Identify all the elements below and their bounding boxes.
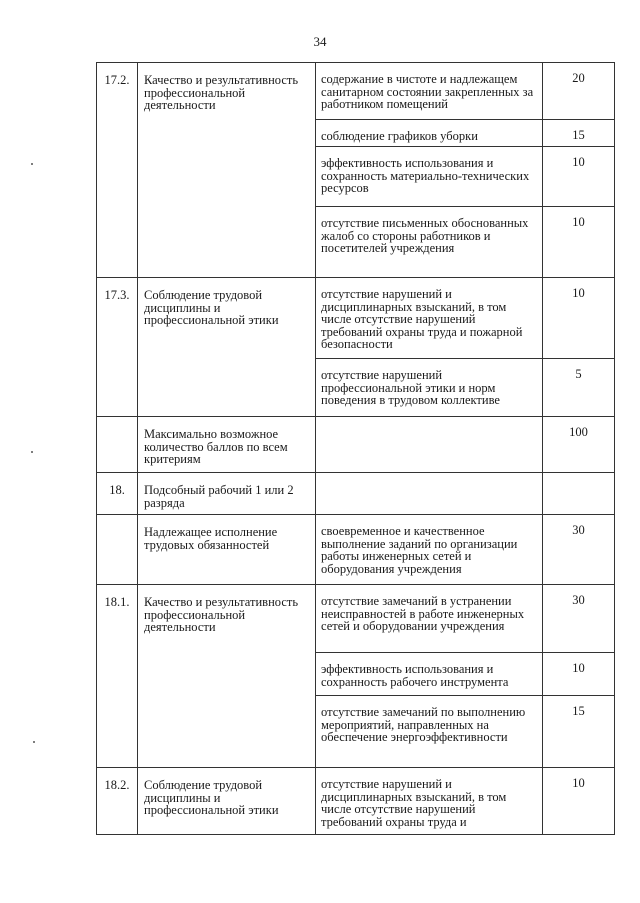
indicator-cell	[316, 473, 543, 515]
table-row	[97, 63, 615, 120]
points-cell: 10	[543, 653, 615, 696]
criterion-cell: Качество и результативность профессиональной деятельности	[138, 63, 316, 278]
points-cell: 10	[543, 768, 615, 835]
criterion-cell: Соблюдение трудовой дисциплины и профессиональной этики	[138, 278, 316, 417]
table-row	[97, 417, 615, 473]
points-cell: 20	[543, 63, 615, 120]
indicator-cell: эффективность использования и сохранность рабочего инструмента	[316, 653, 543, 696]
item-number: 18.1.	[97, 585, 138, 768]
indicator-cell: отсутствие нарушений профессиональной этики и норм поведения в трудовом коллективе	[316, 359, 543, 417]
points-cell: 5	[543, 359, 615, 417]
points-cell: 100	[543, 417, 615, 473]
indicator-cell: содержание в чистоте и надлежащем санитарном состоянии закрепленных за работником помещений	[316, 63, 543, 120]
scan-speck	[33, 741, 35, 743]
table-row	[97, 473, 615, 515]
indicator-cell: своевременное и качественное выполнение заданий по организации работы инженерных сетей и оборудования учреждения	[316, 515, 543, 585]
item-number: 18.2.	[97, 768, 138, 835]
table-row	[97, 278, 615, 359]
indicator-cell: соблюдение графиков уборки	[316, 120, 543, 147]
scan-speck	[31, 451, 33, 453]
criterion-cell: Качество и результативность профессиональной деятельности	[138, 585, 316, 768]
points-cell: 10	[543, 278, 615, 359]
criteria-table	[96, 62, 615, 835]
table-row	[97, 515, 615, 585]
indicator-cell: отсутствие письменных обоснованных жалоб со стороны работников и посетителей учреждения	[316, 207, 543, 278]
item-number: 17.2.	[97, 63, 138, 278]
scan-speck	[31, 163, 33, 165]
item-number: 18.	[97, 473, 138, 515]
points-cell: 10	[543, 147, 615, 207]
points-cell: 30	[543, 515, 615, 585]
indicator-cell: отсутствие замечаний по выполнению мероприятий, направленных на обеспечение энергоэффективности	[316, 696, 543, 768]
points-cell: 15	[543, 120, 615, 147]
indicator-cell: эффективность использования и сохранность материально-технических ресурсов	[316, 147, 543, 207]
page-number: 34	[313, 34, 327, 49]
criterion-cell: Максимально возможное количество баллов по всем критериям	[138, 417, 316, 473]
points-cell	[543, 473, 615, 515]
criterion-cell: Подсобный рабочий 1 или 2 разряда	[138, 473, 316, 515]
indicator-cell: отсутствие нарушений и дисциплинарных взысканий, в том числе отсутствие нарушений требований охраны труда и пожарной безопасности	[316, 278, 543, 359]
indicator-cell: отсутствие замечаний в устранении неисправностей в работе инженерных сетей и оборудовании учреждения	[316, 585, 543, 653]
indicator-cell	[316, 417, 543, 473]
table-row	[97, 585, 615, 653]
criterion-cell: Надлежащее исполнение трудовых обязанностей	[138, 515, 316, 585]
item-number	[97, 417, 138, 473]
item-number	[97, 515, 138, 585]
indicator-cell: отсутствие нарушений и дисциплинарных взысканий, в том числе отсутствие нарушений требований охраны труда и	[316, 768, 543, 835]
points-cell: 10	[543, 207, 615, 278]
item-number: 17.3.	[97, 278, 138, 417]
criterion-cell: Соблюдение трудовой дисциплины и профессиональной этики	[138, 768, 316, 835]
points-cell: 30	[543, 585, 615, 653]
table-row	[97, 768, 615, 835]
points-cell: 15	[543, 696, 615, 768]
